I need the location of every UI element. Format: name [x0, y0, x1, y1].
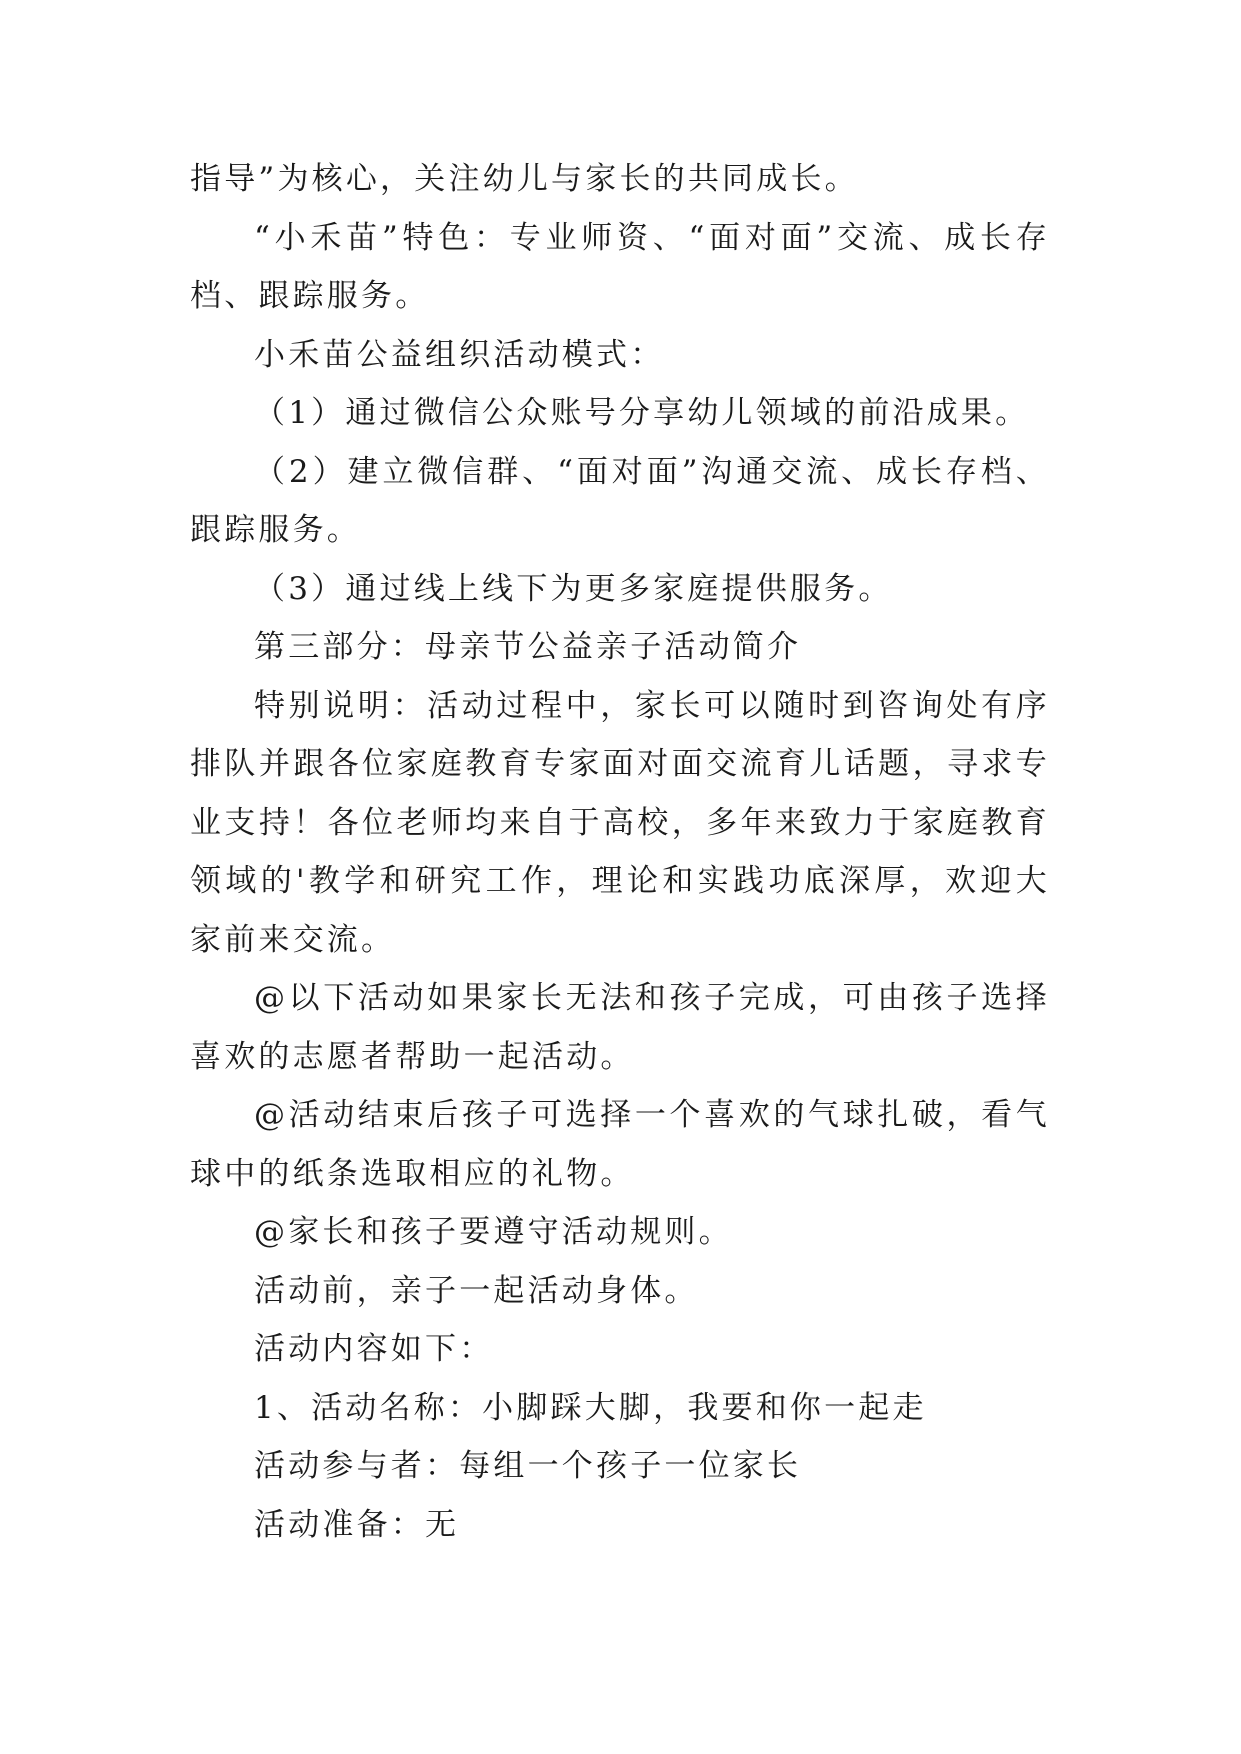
paragraph-mode-item-1: （1）通过微信公众账号分享幼儿领域的前沿成果。 [254, 395, 1030, 431]
activity-1-participants: 活动参与者：每组一个孩子一位家长 [254, 1448, 802, 1484]
section-heading-part-three: 第三部分：母亲节公益亲子活动简介 [254, 629, 802, 665]
paragraph-core-guidance: 指导”为核心，关注幼儿与家长的共同成长。 [190, 161, 859, 197]
paragraph-rules-note: @家长和孩子要遵守活动规则。 [254, 1214, 733, 1250]
paragraph-warmup: 活动前，亲子一起活动身体。 [254, 1272, 699, 1309]
paragraph-mode-item-3: （3）通过线上线下为更多家庭提供服务。 [254, 570, 893, 607]
paragraph-volunteer-note: @以下活动如果家长无法和孩子完成，可由孩子选择喜欢的志愿者帮助一起活动。 [190, 980, 1050, 1075]
document-body [190, 150, 1050, 1554]
activity-1-name: 1、活动名称：小脚踩大脚，我要和你一起走 [254, 1389, 927, 1426]
paragraph-balloon-note: @活动结束后孩子可选择一个喜欢的气球扎破，看气球中的纸条选取相应的礼物。 [190, 1097, 1050, 1192]
paragraph-special-note: 特别说明：活动过程中，家长可以随时到咨询处有序排队并跟各位家庭教育专家面对面交流育儿话题，寻求专业支持！各位老师均来自于高校，多年来致力于家庭教育领域的'教学和研究工作，理论和实践功底深厚，欢迎大家前来交流。 [190, 687, 1050, 958]
paragraph-content-intro: 活动内容如下： [254, 1331, 494, 1367]
paragraph-features: “小禾苗”特色：专业师资、“面对面”交流、成长存档、跟踪服务。 [190, 219, 1050, 314]
activity-1-preparation: 活动准备：无 [254, 1506, 460, 1543]
paragraph-activity-mode-heading: 小禾苗公益组织活动模式： [254, 336, 665, 373]
paragraph-mode-item-2: （2）建立微信群、“面对面”沟通交流、成长存档、跟踪服务。 [190, 453, 1050, 548]
